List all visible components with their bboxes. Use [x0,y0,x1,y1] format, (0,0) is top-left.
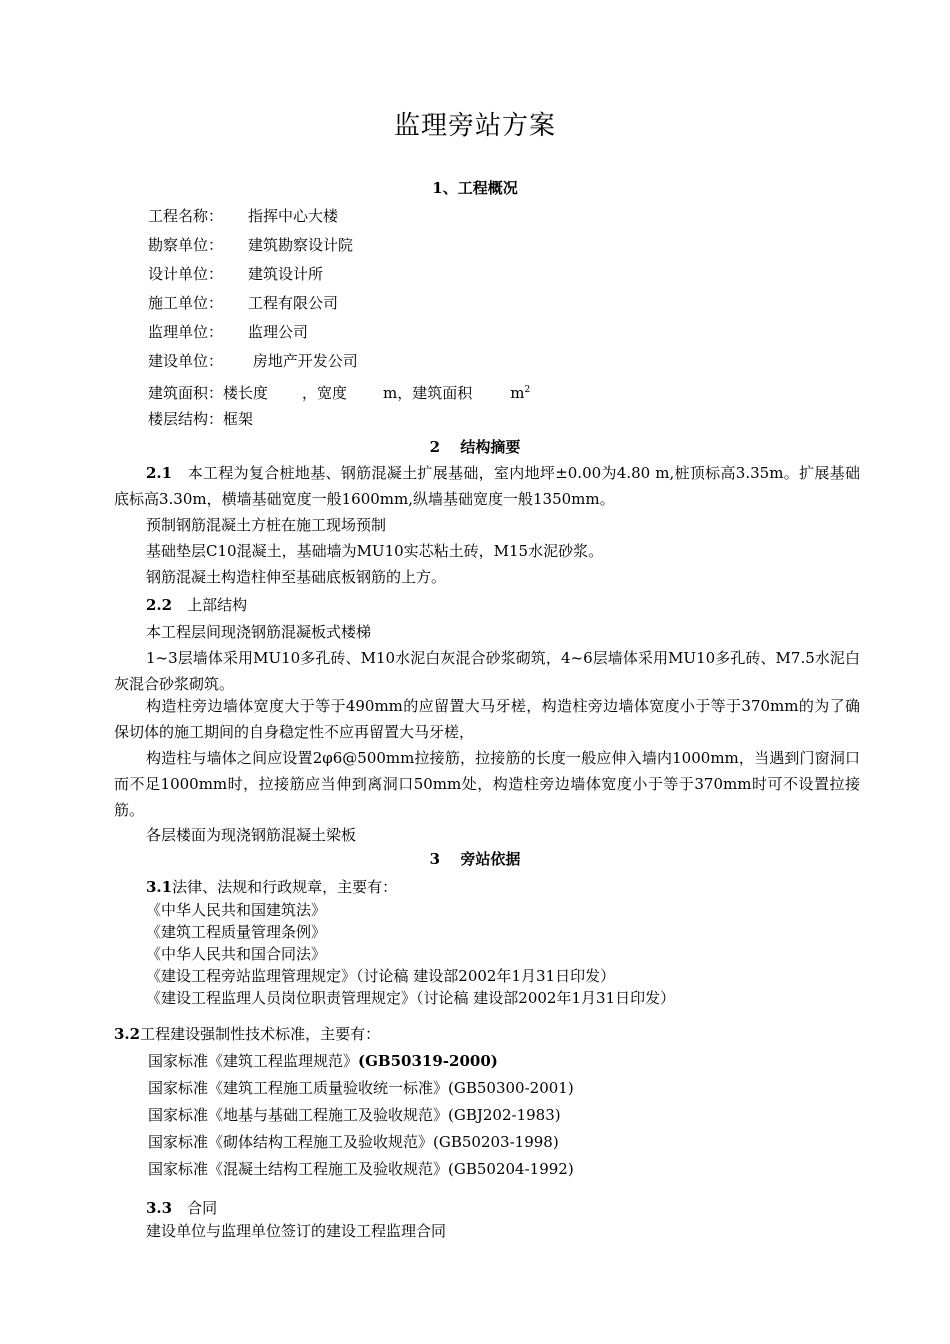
info-value: 房地产开发公司 [248,352,358,370]
info-row [148,350,358,372]
paragraph: 基础垫层C10混凝土，基础墙为MU10实芯粘土砖，M15水泥砂浆。 [146,542,604,560]
contract-line: 建设单位与监理单位签订的建设工程监理合同 [146,1222,447,1240]
standard-name: 国家标准《砌体结构工程施工及验收规范》 [148,1133,434,1151]
info-row [148,263,323,285]
standard-name: 国家标准《建筑工程施工质量验收统一标准》 [148,1079,449,1097]
info-value: 建筑勘察设计院 [248,236,354,254]
area-total-label: m，建筑面积 [383,384,473,402]
standard-item [148,1077,574,1099]
info-row [148,234,353,256]
standard-code: (GB50319-2000) [358,1052,498,1070]
clause-3-2 [114,1023,380,1045]
info-label: 建设单位： [148,352,224,370]
paragraph-text: 上部结构 [172,596,248,614]
law-item: 《建设工程旁站监理管理规定》（讨论稿 建设部2002年1月31日印发） [146,967,616,985]
area-unit: m [510,384,525,402]
info-label: 设计单位： [148,265,224,283]
info-value: 建筑设计所 [248,265,324,283]
paragraph-2-2 [114,592,860,618]
law-item: 《中华人民共和国合同法》 [146,945,327,963]
area-width-label: ，宽度 [302,384,348,402]
section-1-heading: 1、工程概况 [432,179,518,197]
clause-number: 3.3 [146,1199,173,1217]
clause-text: 合同 [172,1199,218,1217]
clause-text: 工程建设强制性技术标准，主要有： [140,1025,381,1043]
law-item: 《建设工程监理人员岗位职责管理规定》（讨论稿 建设部2002年1月31日印发） [146,989,676,1007]
paragraph: 本工程层间现浇钢筋混凝板式楼梯 [146,623,372,641]
standard-item [148,1104,561,1126]
law-item: 《中华人民共和国建筑法》 [146,901,327,919]
law-item: 《建筑工程质量管理条例》 [146,923,327,941]
area-line [148,379,530,404]
info-label: 施工单位： [148,294,224,312]
standard-code: (GB50300-2001) [448,1079,574,1097]
clause-number: 3.2 [114,1025,141,1043]
standard-code: (GB50203-1998) [433,1133,559,1151]
info-row [148,205,338,227]
paragraph: 钢筋混凝土构造柱伸至基础底板钢筋的上方。 [146,568,447,586]
paragraph: 构造柱与墙体之间应设置2φ6@500mm拉接筋，拉接筋的长度一般应伸入墙内1000mm，当遇到门窗洞口而不足1000mm时，拉接筋应当伸到离洞口50mm处，构造柱旁边墙体宽度小于等于370mm时可不设置拉接筋。 [114,749,860,819]
standard-item [148,1158,574,1180]
info-label: 勘察单位： [148,236,224,254]
standard-name: 国家标准《建筑工程监理规范》 [148,1052,359,1070]
info-value: 指挥中心大楼 [248,207,339,225]
standard-item [148,1050,498,1072]
area-length-label: 建筑面积：楼长度 [148,384,269,402]
info-value: 工程有限公司 [248,294,339,312]
section-3-heading: 3 旁站依据 [429,850,521,868]
structure-line: 楼层结构：框架 [148,410,254,428]
paragraph-2-1 [114,460,860,512]
standard-code: (GB50204-1992) [448,1160,574,1178]
paragraph: 1~3层墙体采用MU10多孔砖、M10水泥白灰混合砂浆砌筑，4~6层墙体采用MU10多孔砖、M7.5水泥白灰混合砂浆砌筑。 [114,649,860,693]
clause-number: 2.2 [146,596,173,614]
paragraph: 构造柱旁边墙体宽度大于等于490mm的应留置大马牙槎，构造柱旁边墙体宽度小于等于370mm的为了确保切体的施工期间的自身稳定性不应再留置大马牙槎， [114,697,860,741]
paragraph: 各层楼面为现浇钢筋混凝土梁板 [146,826,357,844]
paragraph: 预制钢筋混凝土方桩在施工现场预制 [146,516,387,534]
standard-item [148,1131,559,1153]
clause-number: 3.1 [146,878,173,896]
clause-3-3 [146,1197,217,1219]
standard-name: 国家标准《地基与基础工程施工及验收规范》 [148,1106,449,1124]
document-title: 监理旁站方案 [393,111,556,141]
info-value: 监理公司 [248,323,309,341]
info-row [148,321,308,343]
clause-number: 2.1 [146,464,173,482]
standard-code: (GBJ202-1983) [448,1106,561,1124]
section-2-heading: 2 结构摘要 [429,438,521,456]
info-row [148,292,338,314]
info-label: 工程名称： [148,207,224,225]
paragraph-text: 本工程为复合桩地基、钢筋混凝土扩展基础，室内地坪±0.00为4.80 m,桩顶标高3.35m。扩展基础底标高3.30m，横墙基础宽度一般1600mm,纵墙基础宽度一般1350mm。 [114,464,860,508]
clause-text: 法律、法规和行政规章，主要有： [172,878,398,896]
area-unit-exponent: 2 [524,385,531,395]
standard-name: 国家标准《混凝土结构工程施工及验收规范》 [148,1160,449,1178]
info-label: 监理单位： [148,323,224,341]
clause-3-1 [146,876,397,898]
